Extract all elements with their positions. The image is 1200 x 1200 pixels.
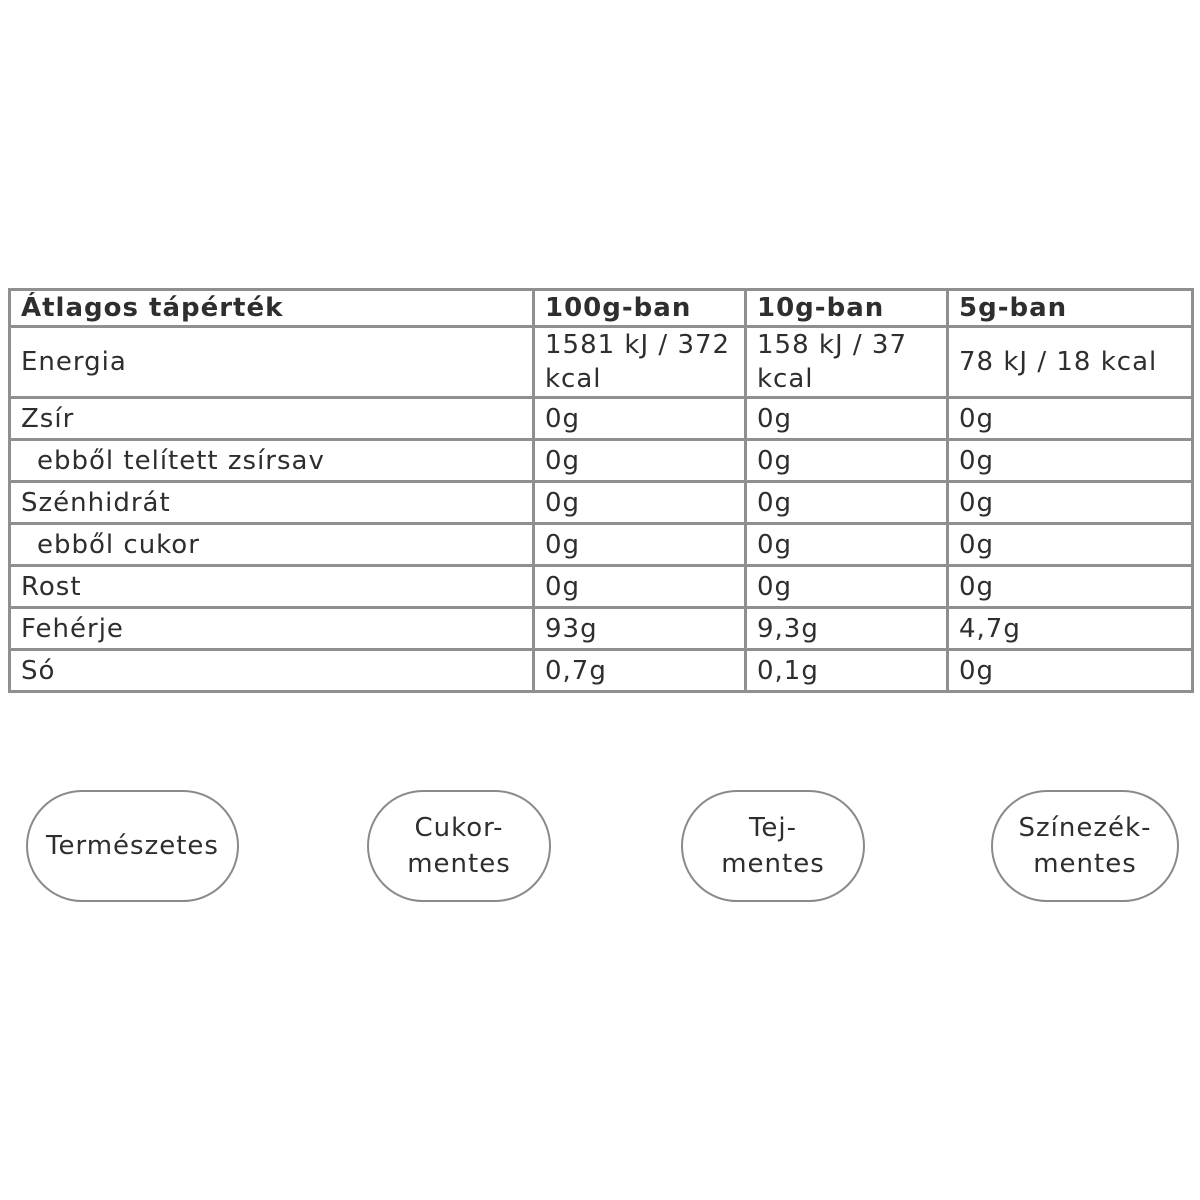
badge-text-line-1: Színezék- — [1018, 813, 1152, 843]
table-row-salt — [10, 650, 1193, 692]
badge-natural — [26, 790, 239, 902]
value-10g: 0g — [746, 440, 948, 482]
row-label: Rost — [10, 566, 534, 608]
value-10g: 9,3g — [746, 608, 948, 650]
table-row-energy — [10, 327, 1193, 398]
row-label: Energia — [10, 327, 534, 398]
value-5g: 0g — [948, 650, 1193, 692]
value-100g: 0g — [534, 482, 746, 524]
row-label: Zsír — [10, 398, 534, 440]
badge-colorant-free — [991, 790, 1179, 902]
value-100g: 93g — [534, 608, 746, 650]
table-row-fibre — [10, 566, 1193, 608]
table-row-protein — [10, 608, 1193, 650]
badge-text-line-2: mentes — [721, 849, 825, 879]
value-5g: 78 kJ / 18 kcal — [948, 327, 1193, 398]
value-10g: 0g — [746, 566, 948, 608]
value-10g: 158 kJ / 37 kcal — [746, 327, 948, 398]
value-100g: 0g — [534, 566, 746, 608]
value-100g: 0,7g — [534, 650, 746, 692]
header-per-100g: 100g-ban — [534, 290, 746, 327]
value-100g: 0g — [534, 524, 746, 566]
badge-text: Természetes — [46, 831, 219, 861]
header-nutrient: Átlagos tápérték — [10, 290, 534, 327]
badge-text-line-1: Cukor- — [414, 813, 504, 843]
value-100g: 1581 kJ / 372 kcal — [534, 327, 746, 398]
badge-text-line-2: mentes — [407, 849, 511, 879]
value-10g: 0g — [746, 482, 948, 524]
row-label: Fehérje — [10, 608, 534, 650]
value-5g: 0g — [948, 440, 1193, 482]
row-label: ebből telített zsírsav — [10, 440, 534, 482]
badge-text-line-1: Tej- — [748, 813, 798, 843]
value-10g: 0g — [746, 398, 948, 440]
row-label: Szénhidrát — [10, 482, 534, 524]
value-5g: 4,7g — [948, 608, 1193, 650]
badge-dairy-free — [681, 790, 865, 902]
nutrition-table — [8, 288, 1194, 693]
value-5g: 0g — [948, 524, 1193, 566]
value-100g: 0g — [534, 440, 746, 482]
table-row-saturated-fat — [10, 440, 1193, 482]
header-per-5g: 5g-ban — [948, 290, 1193, 327]
value-10g: 0g — [746, 524, 948, 566]
value-5g: 0g — [948, 398, 1193, 440]
row-label: Só — [10, 650, 534, 692]
value-100g: 0g — [534, 398, 746, 440]
table-row-sugar — [10, 524, 1193, 566]
row-label: ebből cukor — [10, 524, 534, 566]
header-per-10g: 10g-ban — [746, 290, 948, 327]
table-row-fat — [10, 398, 1193, 440]
table-row-carbohydrate — [10, 482, 1193, 524]
badge-text-line-2: mentes — [1033, 849, 1137, 879]
value-10g: 0,1g — [746, 650, 948, 692]
badge-sugar-free — [367, 790, 551, 902]
value-5g: 0g — [948, 482, 1193, 524]
value-5g: 0g — [948, 566, 1193, 608]
table-header-row — [10, 290, 1193, 327]
